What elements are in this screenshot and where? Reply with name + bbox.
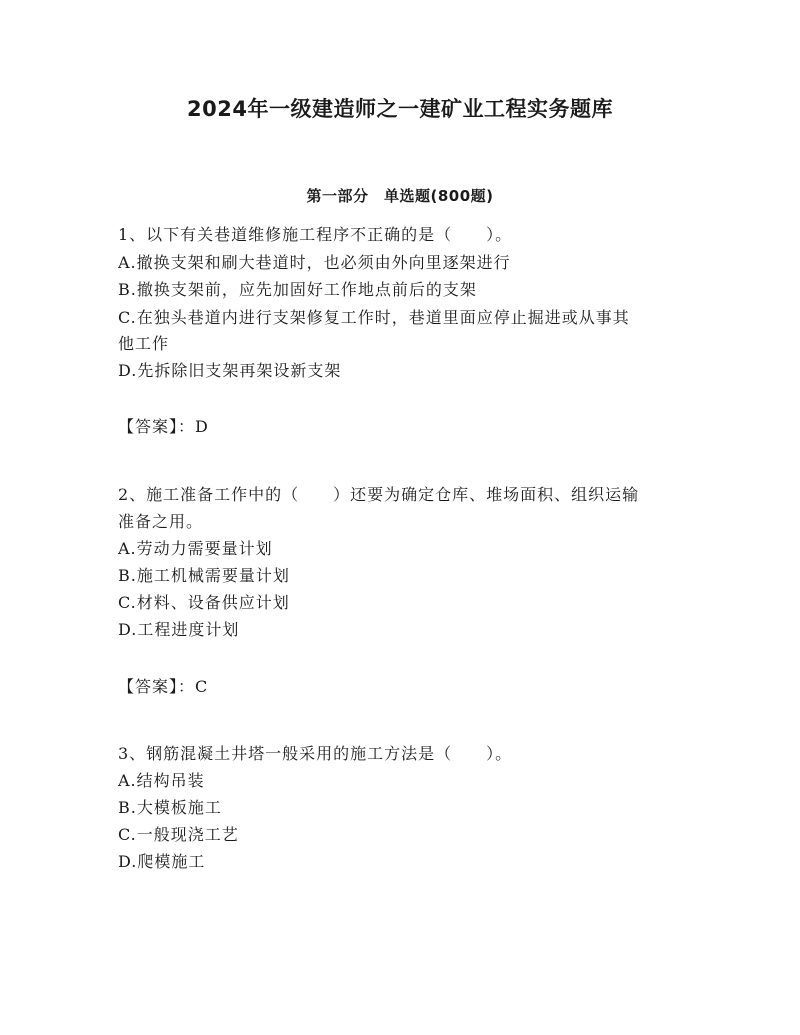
question-stem: 3、钢筋混凝土井塔一般采用的施工方法是（ ）。 bbox=[118, 744, 513, 763]
option-c-continued: 他工作 bbox=[118, 334, 170, 353]
option-c: C.在独头巷道内进行支架修复工作时，巷道里面应停止掘进或从事其 bbox=[118, 308, 630, 327]
question-stem: 1、以下有关巷道维修施工程序不正确的是（ ）。 bbox=[118, 225, 513, 244]
option-a: A.劳动力需要量计划 bbox=[118, 539, 273, 558]
option-d: D.爬模施工 bbox=[118, 852, 206, 871]
question-stem-continued: 准备之用。 bbox=[118, 512, 204, 531]
option-a: A.撤换支架和刷大巷道时，也必须由外向里逐架进行 bbox=[118, 253, 511, 272]
option-b: B.大模板施工 bbox=[118, 798, 222, 817]
question-stem: 2、施工准备工作中的（ ）还要为确定仓库、堆场面积、组织运输 bbox=[118, 485, 640, 504]
option-d: D.工程进度计划 bbox=[118, 620, 240, 639]
answer-label: 【答案】：D bbox=[118, 417, 209, 436]
option-a: A.结构吊装 bbox=[118, 771, 205, 790]
option-d: D.先拆除旧支架再架设新支架 bbox=[118, 361, 342, 380]
option-b: B.撤换支架前，应先加固好工作地点前后的支架 bbox=[118, 280, 477, 299]
document-title: 2024年一级建造师之一建矿业工程实务题库 bbox=[187, 97, 613, 121]
option-c: C.材料、设备供应计划 bbox=[118, 593, 290, 612]
section-heading: 第一部分 单选题(800题) bbox=[306, 187, 494, 205]
option-c: C.一般现浇工艺 bbox=[118, 825, 239, 844]
answer-label: 【答案】：C bbox=[118, 677, 209, 696]
option-b: B.施工机械需要量计划 bbox=[118, 566, 290, 585]
